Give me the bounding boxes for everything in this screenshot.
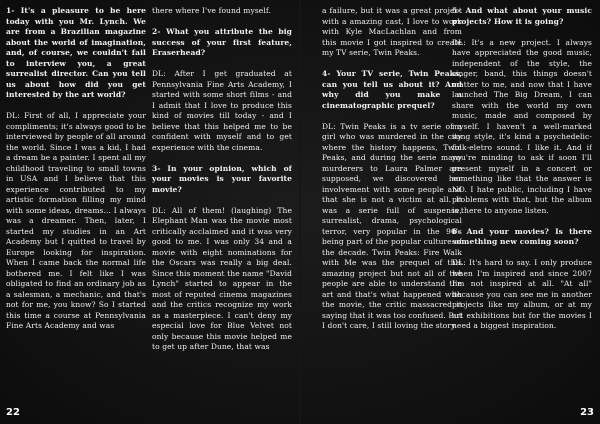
interview-answer: DL: After I get graduated at Pennsylvania Fine Arts Academy, I started with some short films - and I admit that I love to produce this kind of movies till today - and I believe that this helped me to be confident with myself and to get experience with the cinema. (152, 69, 292, 152)
right-page (300, 0, 600, 424)
interview-answer: DL: It's hard to say. I only produce when I'm inspired and since 2007 I'm not inspired at all. "At all" because you can see me in another projects like my album, or at my art exhibitions but for the movies I need a biggest inspiration. (452, 258, 592, 330)
interview-answer: DL: All of them! (laughing) The Elephant Man was the movie most critically acclaimed and it was very good to me. I was only 34 and a movie with eight nominations for the Oscars was really a big deal. Since this moment the name "David Lynch" started to appear in the most of reputed cinema magazines and the critics recognize my work as a masterpiece. I can't deny my especial love for Blue Velvet not only because this movie helped me to get up after Dune, that was (152, 205, 292, 351)
interview-column-3 (322, 6, 462, 406)
interview-column-4 (452, 6, 592, 406)
interview-answer: there where I've found myself. (152, 6, 271, 15)
interview-answer: DL: It's a new project. I always have appreciated the good music, independent of the style, the singer, band, this things doesn't matter to me, and now that I have launched The Big Dream, I can share with the world my own music, made and composed by myself. I haven't a well-marked song style, it's kind a psychedelic-folk-eletro sound. I like it. And if you're minding to ask if soon I'll present myself in a concert or something like that the answer is NO. I hate public, including I have problems with that, but the album is there to anyone listen. (452, 37, 592, 215)
page-number-left: 22 (6, 407, 20, 418)
interview-column-2 (152, 6, 292, 406)
interview-question: 1- It's a pleasure to be here today with you Mr. Lynch. We are from a Brazilian magazine about the world of imagination, and, of course, we couldn't fail to interview you, a great surrealist director. Can you tell us about how did you get interested by the art world? (6, 6, 146, 99)
page-number-right: 23 (580, 407, 594, 418)
interview-question: 3- In your opinion, which of your movies is your favorite movie? (152, 163, 292, 194)
interview-question: 2- What you attribute the big success of your first feature, Eraserhead? (152, 27, 292, 57)
interview-answer: a failure, but it was a great project with a amazing cast, I love to work with Kyle MacLachlan and from this movie I got inspired to create my TV serie, Twin Peaks. (322, 6, 462, 57)
interview-answer: DL: First of all, I appreciate your compliments; it's always good to be interviewed by people of all around the world. Since I was a kid, I had a dream be a painter. I spent all my childhood traveling to small towns in USA and I believe that this experience contributed to my artistic formation filling my mind with some ideas, dreams... I always was a dreamer. Then, later, I started my studies in an Art Academy but I quitted to travel by Europe looking for inspiration. When I came back the normal life bothered me. I felt like I was obligated to find an ordinary job as a salesman, a mechanic, and that's not for me, you know? So I started this time a course at Pennsylvania Fine Arts Academy and was (6, 111, 146, 330)
interview-question: 6- And your movies? Is there something new coming soon? (452, 226, 592, 246)
interview-question: 4- Your TV serie, Twin Peaks, can you tell us about it? And why did you make a cinematographic prequel? (322, 69, 462, 110)
interview-question: 5- And what about your music projects? How it is going? (452, 6, 592, 26)
interview-column-1 (6, 6, 146, 406)
interview-answer: DL: Twin Peaks is a tv serie of a girl who was murdered in the city where the history happens, Twin Peaks, and during the serie many murderers to Laura Palmer are supposed, we discovered her involvement with some people and that she is not a victim at all. It was a serie full of suspense, surrealist, drama, psychological terror, very popular in the 90's being part of the popular culture of the decade. Twin Peaks: Fire Walk with Me was the prequel of this amazing project but not all of the people are able to understand the art and that's what happened with the movie, the critic massacred it saying that it was too confused. But I don't care, I still loving the story. (322, 121, 462, 330)
